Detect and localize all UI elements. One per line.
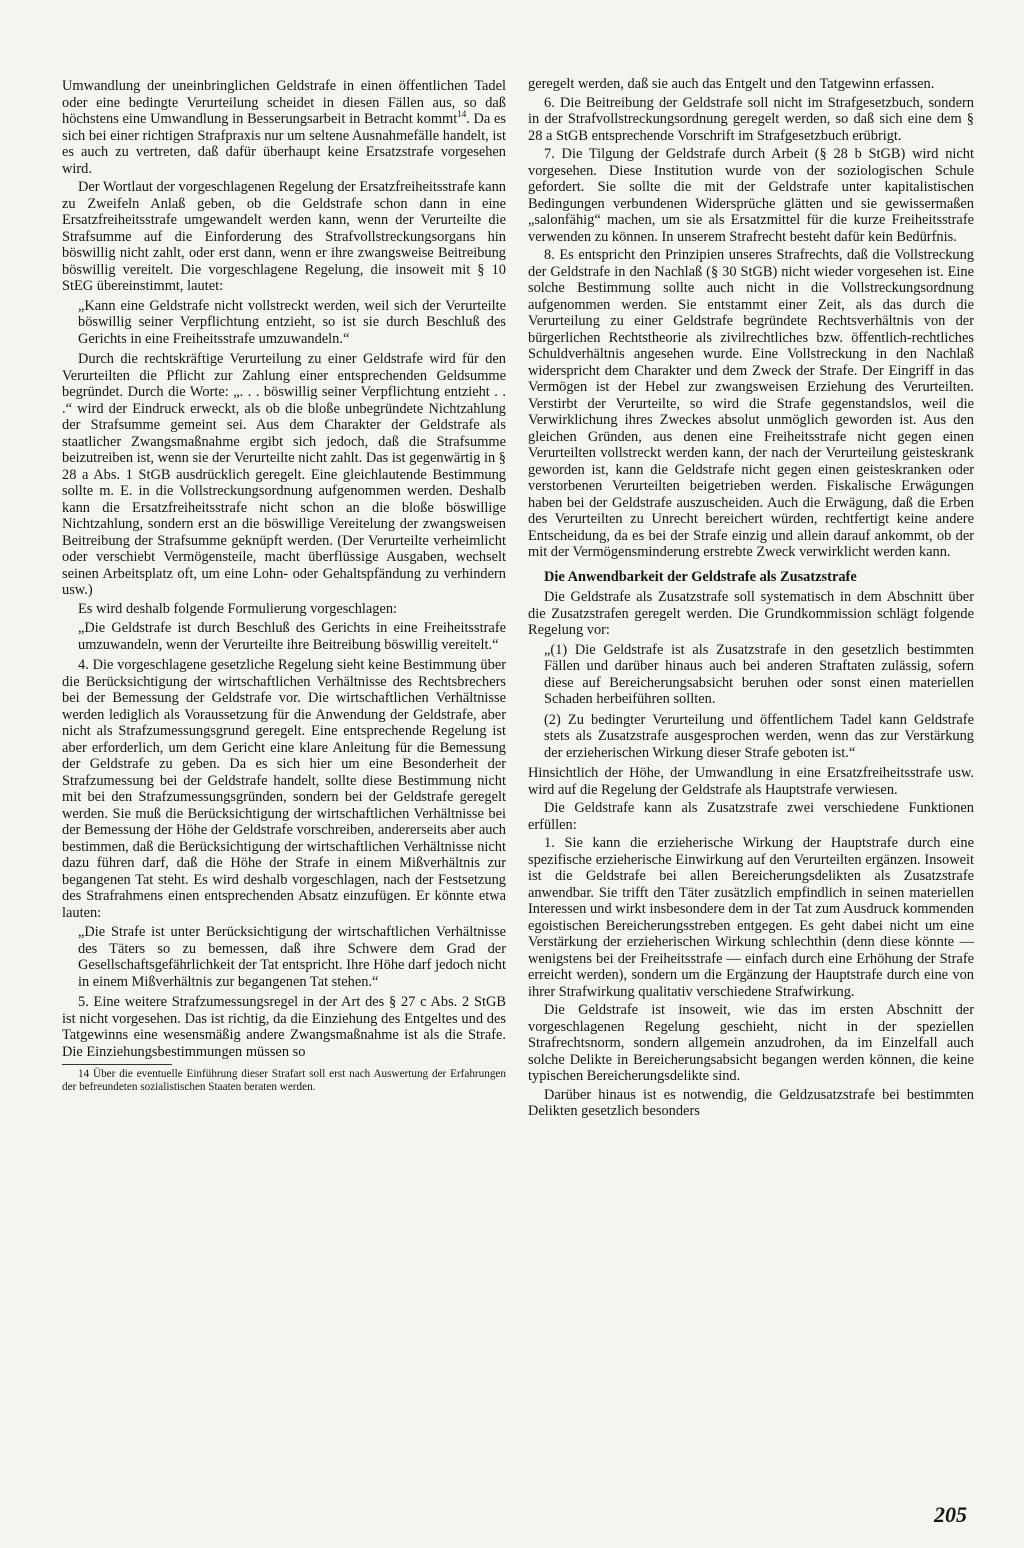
paragraph: 7. Die Tilgung der Geldstrafe durch Arbeit (§ 28 b StGB) wird nicht vorgesehen. Diese Institution wurde von der soziologischen Schule gefordert. Sie sollte die mit der Geldstrafe unter kapitalistischen Bedingungen verbundenen Widersprüche glätten und sie gewissermaßen „salonfähig“ machen, um sie als Ersatzmittel für die kurze Freiheitsstrafe verwenden zu können. In unserem Strafrecht besteht dafür kein Bedürfnis. (528, 146, 974, 245)
quotation: „Kann eine Geldstrafe nicht vollstreckt werden, weil sich der Verurteilte böswillig seiner Verpflichtung entzieht, so ist sie durch Beschluß des Gerichts in eine Freiheitsstrafe umzuwandeln.“ (78, 297, 506, 347)
footnote: 14 Über die eventuelle Einführung dieser Strafart soll erst nach Auswertung der Erfahrungen der befreundeten sozialistischen Staaten beraten werden. (62, 1068, 506, 1093)
paragraph: geregelt werden, daß sie auch das Entgelt und den Tatgewinn erfassen. (528, 76, 935, 92)
quotation: (2) Zu bedingter Verurteilung und öffentlichem Tadel kann Geldstrafe stets als Zusatzstrafe ausgesprochen werden, wenn das zur Verstärkung der erzieherischen Wirkung dieser Strafe geboten ist.“ (544, 711, 974, 761)
left-column (62, 78, 506, 1095)
paragraph-text: . Da es sich bei einer richtigen Strafpraxis nur um seltene Ausnahmefälle handelt, ist es auch zu vertreten, daß dafür überhaupt keine Ersatzstrafe vorgesehen wird. (62, 111, 506, 177)
section-heading: Die Anwendbarkeit der Geldstrafe als Zusatzstrafe (544, 568, 857, 585)
paragraph: Hinsichtlich der Höhe, der Umwandlung in eine Ersatzfreiheitsstrafe usw. wird auf die Regelung der Geldstrafe als Hauptstrafe verwiesen. (528, 765, 974, 798)
paragraph: Die Geldstrafe ist insoweit, wie das im ersten Abschnitt der vorgeschlagenen Regelung geschieht, nicht in der speziellen Strafrechtsnorm, sondern allgemein anzudrohen, da im Einzelfall auch solche Delikte in Bereicherungsabsicht begangen werden können, die keine typischen Bereicherungsdelikte sind. (528, 1002, 974, 1084)
paragraph: Durch die rechtskräftige Verurteilung zu einer Geldstrafe wird für den Verurteilten die Pflicht zur Zahlung einer entsprechenden Geldsumme begründet. Durch die Worte: „. . . böswillig seiner Verpflichtung entzieht . . .“ wird der Eindruck erweckt, als ob die bloße unbegründete Nichtzahlung der Strafsumme gemeint sei. Aus dem Charakter der Geldstrafe als staatlicher Zwangsmaßnahme ergibt sich jedoch, daß die Strafsumme beizutreiben ist, wenn sie der Verurteilte nicht zahlt. Das ist gegenwärtig in § 28 a Abs. 1 StGB ausdrücklich geregelt. Eine gleichlautende Bestimmung sollte m. E. in die Vollstreckungsordnung aufgenommen werden. Deshalb kann die Ersatzfreiheitsstrafe nicht schon an die bloße böswillige Nichtzahlung, sondern erst an die böswillige Vereitelung der zwangsweisen Beitreibung der Strafsumme geknüpft werden. (Der Verurteilte verheimlicht oder verschiebt Vermögensteile, macht überflüssige Ausgaben, wechselt seinen Arbeitsplatz oft, um eine Lohn- oder Gehaltspfändung zu verhindern usw.) (62, 351, 506, 598)
paragraph: Die Geldstrafe als Zusatzstrafe soll systematisch in dem Abschnitt über die Zusatzstrafen geregelt werden. Die Grundkommission schlägt folgende Regelung vor: (528, 589, 974, 638)
quotation: „Die Strafe ist unter Berücksichtigung der wirtschaftlichen Verhältnisse des Täters so zu bemessen, daß ihre Schwere dem Grad der Gesellschaftsgefährlichkeit der Tat entspricht. Ihre Höhe darf jedoch nicht in einem Mißverhältnis zur begangenen Tat stehen.“ (78, 924, 506, 990)
paragraph: 6. Die Beitreibung der Geldstrafe soll nicht im Strafgesetzbuch, sondern in der Strafvollstreckungsordnung geregelt werden, so daß sich eine dem § 28 a StGB entsprechende Vorschrift im Strafgesetzbuch erübrigt. (528, 94, 974, 144)
footnote-divider (62, 1064, 172, 1065)
right-column (528, 76, 974, 1122)
quotation: „Die Geldstrafe ist durch Beschluß des Gerichts in eine Freiheitsstrafe umzuwandeln, wenn der Verurteilte ihre Beitreibung böswillig vereitelt.“ (78, 620, 506, 653)
paragraph-text: Umwandlung der uneinbringlichen Geldstrafe in einen öffentlichen Tadel oder eine bedingte Verurteilung scheidet in diesen Fällen aus, so daß höchstens eine Umwandlung in Besserungsarbeit in Betracht kommt (62, 78, 506, 127)
paragraph: 8. Es entspricht den Prinzipien unseres Strafrechts, daß die Vollstreckung der Geldstrafe in den Nachlaß (§ 30 StGB) nicht wieder vorgesehen ist. Eine solche Bestimmung sollte auch nicht in die Vollstreckungsordnung aufgenommen werden. Sie entstammt einer Zeit, als das durch die Verurteilung zu einer Geldstrafe begründete Rechtsverhältnis von der bürgerlichen Rechtstheorie als zivilrechtliches bzw. öffentlich-rechtliches Schuldverhältnis angesehen wurde. Eine Vollstreckung in den Nachlaß widerspricht dem Charakter und dem Zweck der Strafe. Der Eingriff in das Vermögen ist der Hebel zur zwangsweisen Erziehung des Verurteilten. Verstirbt der Verurteilte, so wird die Strafe gegenstandslos, weil die Verwirklichung ihres Zweckes absolut unmöglich geworden ist. Aus den gleichen Gründen, aus denen eine Freiheitsstrafe nicht gegen einen Verurteilten vollstreckt werden kann, der nach der Verurteilung geisteskrank geworden ist, kann die Geldstrafe nicht gegen einen geisteskranken oder verstorbenen Verurteilten beigetrieben werden. Fiskalische Erwägungen haben bei der Geldstrafe auszuscheiden. Auch die Erwägung, daß die Erben des Verurteilten zu Unrecht bereichert würden, rechtfertigt keine andere Entscheidung, da es bei der Strafe einzig und allein darauf ankommt, ob der mit der Vermögensminderung erstrebte Zweck verwirklicht werden kann. (528, 247, 974, 560)
paragraph: Darüber hinaus ist es notwendig, die Geldzusatzstrafe bei bestimmten Delikten gesetzlich besonders (528, 1086, 974, 1119)
page-number: 205 (934, 1502, 967, 1527)
paragraph (62, 78, 506, 177)
paragraph: 1. Sie kann die erzieherische Wirkung der Hauptstrafe durch eine spezifische erzieherische Einwirkung auf den Verurteilten ergänzen. Insoweit ist die Geldstrafe bei allen Bereicherungsdelikten als Zusatzstrafe anwendbar. Sie trifft den Täter zusätzlich empfindlich in seinen materiellen Interessen und wirkt insbesondere dem in der Tat zum Ausdruck kommenden egoistischen Bereicherungsstreben entgegen. Es geht dabei nicht um eine Verstärkung der erzieherischen Wirkung schlechthin (denn diese könnte — wenigstens bei der Freiheitsstrafe — einfach durch eine Erhöhung der Strafe erreicht werden), sondern um die Ergänzung der Hauptstrafe durch eine von ihrer Strafwirkung qualitativ verschiedene Strafwirkung. (528, 835, 974, 1000)
paragraph: 4. Die vorgeschlagene gesetzliche Regelung sieht keine Bestimmung über die Berücksichtigung der wirtschaftlichen Verhältnisse des Rechtsbrechers bei der Bemessung der Geldstrafe vor. Die wirtschaftlichen Verhältnisse werden lediglich als Voraussetzung für die Anwendung der Geldstrafe, aber nicht als Strafzumessungsgrund geregelt. Eine entsprechende Regelung ist aber erforderlich, um dem Gericht eine klare Anleitung für die Bemessung der Geldstrafe zu geben. Da es sich hier um eine Besonderheit der Strafzumessung bei der Geldstrafe handelt, sollte diese Bestimmung nicht mit bei den Strafzumessungsgründen, sondern bei der Geldstrafe geregelt werden. Sie muß die Berücksichtigung der wirtschaftlichen Verhältnisse bei der Bemessung der Höhe der Geldstrafe vorschreiben, andererseits aber auch bestimmen, daß die Berücksichtigung der wirtschaftlichen Verhältnisse nicht dazu führen darf, daß die Höhe der Strafe in einem Mißverhältnis zur begangenen Tat steht. Es wird deshalb vorgeschlagen, nach der Festsetzung des Strafrahmens einen entsprechenden Absatz einzufügen. Er könnte etwa lauten: (62, 657, 506, 921)
footnote-ref: 14 (457, 109, 467, 120)
quotation: „(1) Die Geldstrafe ist als Zusatzstrafe in den gesetzlich bestimmten Fällen und darüber hinaus auch bei anderen Straftaten zulässig, sofern diese auf Bereicherungsabsicht beruhen oder sonst einen materiellen Schaden herbeiführen sollten. (544, 641, 974, 707)
paragraph: Es wird deshalb folgende Formulierung vorgeschlagen: (78, 600, 398, 617)
paragraph: Die Geldstrafe kann als Zusatzstrafe zwei verschiedene Funktionen erfüllen: (528, 800, 974, 833)
paragraph: 5. Eine weitere Strafzumessungsregel in der Art des § 27 c Abs. 2 StGB ist nicht vorgesehen. Das ist richtig, da die Einziehung des Entgeltes und des Tatgewinns eine wesensmäßig andere Zwangsmaßnahme ist als die Strafe. Die Einziehungsbestimmungen müssen so (62, 994, 506, 1060)
paragraph: Der Wortlaut der vorgeschlagenen Regelung der Ersatzfreiheitsstrafe kann zu Zweifeln Anlaß geben, ob die Geldstrafe schon dann in eine Ersatzfreiheitsstrafe umgewandelt werden kann, wenn der Verurteilte die Strafsumme auf die Einforderung des Strafvollstreckungsorgans hin böswillig nicht zahlt, oder erst dann, wenn er ihre zwangsweise Beitreibung böswillig vereitelt. Die vorgeschlagene Regelung, die insoweit mit § 10 StEG übereinstimmt, lautet: (62, 179, 506, 294)
